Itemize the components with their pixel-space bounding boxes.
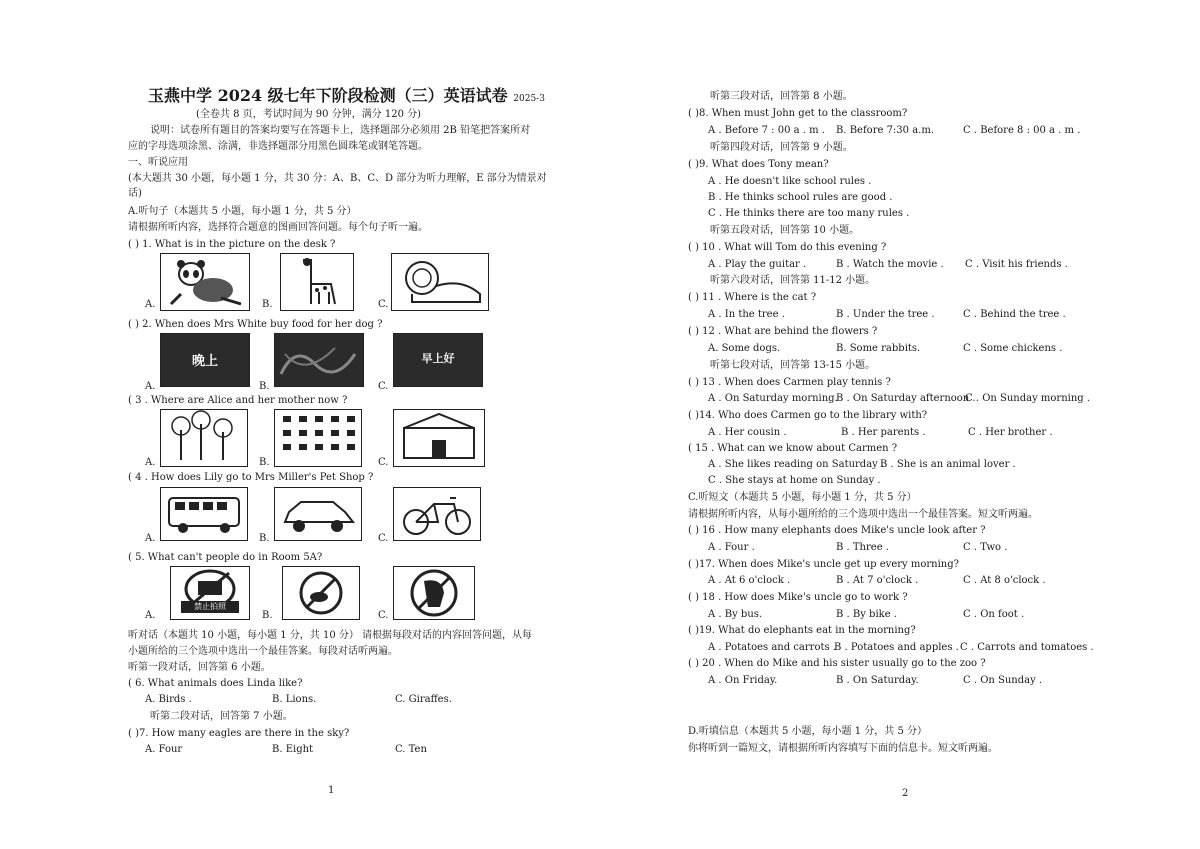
section-1-desc-1: (本大题共 30 小题，每小题 1 分，共 30 分：A、B、C、D 部分为听力理解，E 部分为情景对	[128, 173, 547, 184]
question-7: ( )7. How many eagles are there in the sky?	[128, 728, 350, 739]
q13-option-a: A . On Saturday morning.	[708, 393, 838, 404]
question-4: ( 4 . How does Lily go to Mrs Miller's Pet Shop ?	[128, 472, 374, 483]
instructions-line-2: 应的字母选项涂黑、涂满，非选择题部分用黑色圆珠笔或钢笔答题。	[128, 141, 428, 152]
q13-option-b: B . On Saturday afternoon .	[836, 393, 976, 404]
part-b-heading-2: 小题所给的三个选项中选出一个最佳答案。每段对话听两遍。	[128, 646, 398, 657]
bicycle-picture	[393, 487, 481, 541]
q11-option-b: B . Under the tree .	[836, 309, 935, 320]
part-d-heading: D.听填信息（本题共 5 小题，每小题 1 分，共 5 分）	[688, 726, 927, 737]
q4-option-a-label: A.	[145, 533, 156, 544]
q15-option-a: A . She likes reading on Saturday .	[708, 459, 885, 470]
part-c-heading: C.听短文（本题共 5 小题，每小题 1 分，共 5 分）	[688, 492, 917, 503]
question-13: ( ) 13 . When does Carmen play tennis ?	[688, 377, 891, 388]
question-6: ( 6. What animals does Linda like?	[128, 678, 303, 689]
q20-option-b: B . On Saturday.	[836, 675, 919, 686]
question-9: ( )9. What does Tony mean?	[688, 159, 829, 170]
q4-option-b-label: B.	[259, 533, 270, 544]
park-picture	[160, 409, 248, 467]
q19-option-b: B . Potatoes and apples .	[834, 642, 959, 653]
q5-option-c-label: C.	[378, 610, 389, 621]
question-14: ( )14. Who does Carmen go to the library with?	[688, 410, 928, 421]
dialog-6-heading: 听第六段对话，回答第 11-12 小题。	[710, 275, 876, 286]
q8-option-c: C . Before 8 : 00 a . m .	[963, 125, 1081, 136]
question-19: ( )19. What do elephants eat in the morning?	[688, 625, 916, 636]
q12-option-b: B. Some rabbits.	[836, 343, 921, 354]
dialog-7-heading: 听第七段对话，回答第 13-15 小题。	[710, 360, 876, 371]
q7-option-c: C. Ten	[395, 744, 427, 755]
q17-option-c: C . At 8 o'clock .	[963, 575, 1046, 586]
question-18: ( ) 18 . How does Mike's uncle go to work ?	[688, 592, 908, 603]
part-b-heading-1: 听对话（本题共 10 小题，每小题 1 分，共 10 分） 请根据每段对话的内容回答问题，从每	[128, 630, 533, 641]
morning-picture: 早上好	[393, 333, 483, 387]
q1-option-a-label: A.	[145, 299, 156, 310]
q12-option-a: A. Some dogs.	[708, 343, 781, 354]
supermarket-picture	[274, 409, 362, 467]
q13-option-c: C . On Sunday morning .	[965, 393, 1091, 404]
dialog-3-heading: 听第三段对话，回答第 8 小题。	[710, 91, 853, 102]
q14-option-c: C . Her brother .	[968, 427, 1053, 438]
q1-option-c-label: C.	[378, 299, 389, 310]
q15-option-c: C . She stays at home on Sunday .	[708, 475, 881, 486]
car-picture	[274, 487, 362, 541]
panda-picture	[160, 253, 250, 311]
page-number-2: 2	[902, 788, 909, 799]
noon-picture	[274, 333, 364, 387]
no-noise-sign	[393, 566, 475, 620]
q16-option-c: C . Two .	[963, 542, 1008, 553]
section-1-heading: 一、听说应用	[128, 157, 188, 168]
q9-option-a: A . He doesn't like school rules .	[708, 176, 872, 187]
q18-option-a: A . By bus.	[708, 609, 763, 620]
q8-option-a: A . Before 7 : 00 a . m .	[708, 125, 825, 136]
q3-option-c-label: C.	[378, 457, 389, 468]
q11-option-c: C . Behind the tree .	[963, 309, 1066, 320]
q20-option-a: A . On Friday.	[708, 675, 778, 686]
giraffe-picture	[280, 253, 354, 311]
no-food-sign	[282, 566, 360, 620]
question-10: ( ) 10 . What will Tom do this evening ?	[688, 242, 887, 253]
question-5: ( 5. What can't people do in Room 5A?	[128, 552, 323, 563]
exam-title: 玉燕中学 2024 级七年下阶段检测（三）英语试卷 2025-3	[148, 86, 545, 105]
q16-option-b: B . Three .	[836, 542, 889, 553]
q20-option-c: C . On Sunday .	[963, 675, 1043, 686]
question-8: ( )8. When must John get to the classroom?	[688, 108, 908, 119]
question-1: ( ) 1. What is in the picture on the desk ?	[128, 239, 336, 250]
part-b-dialog-2: 听第二段对话，回答第 7 小题。	[150, 711, 293, 722]
part-a-instructions: 请根据所听内容，选择符合题意的图画回答问题。每个句子听一遍。	[128, 222, 428, 233]
q9-option-b: B . He thinks school rules are good .	[708, 192, 893, 203]
q12-option-c: C . Some chickens .	[963, 343, 1063, 354]
q3-option-b-label: B.	[259, 457, 270, 468]
q11-option-a: A . In the tree .	[708, 309, 785, 320]
q8-option-b: B. Before 7:30 a.m.	[836, 125, 935, 136]
part-c-instructions: 请根据所听内容，从每小题所给的三个选项中选出一个最佳答案。短文听两遍。	[688, 509, 1038, 520]
q6-option-a: A. Birds .	[145, 694, 192, 705]
q3-option-a-label: A.	[145, 457, 156, 468]
q4-option-c-label: C.	[378, 533, 389, 544]
page-2	[600, 0, 1200, 849]
section-1-desc-2: 话)	[128, 188, 142, 199]
question-17: ( )17. When does Mike's uncle get up every morning?	[688, 559, 959, 570]
q10-option-a: A . Play the guitar .	[708, 259, 807, 270]
page-number-1: 1	[328, 785, 335, 796]
building-picture	[393, 409, 485, 467]
dialog-4-heading: 听第四段对话，回答第 9 小题。	[710, 142, 853, 153]
dialog-5-heading: 听第五段对话，回答第 10 小题。	[710, 225, 860, 236]
q14-option-b: B . Her parents .	[841, 427, 926, 438]
q19-option-a: A . Potatoes and carrots .	[708, 642, 836, 653]
part-b-dialog-1: 听第一段对话，回答第 6 小题。	[128, 662, 271, 673]
q1-option-b-label: B.	[262, 299, 273, 310]
q14-option-a: A . Her cousin .	[708, 427, 787, 438]
q16-option-a: A . Four .	[708, 542, 755, 553]
question-16: ( ) 16 . How many elephants does Mike's uncle look after ?	[688, 525, 986, 536]
q10-option-c: C . Visit his friends .	[965, 259, 1068, 270]
question-12: ( ) 12 . What are behind the flowers ?	[688, 326, 878, 337]
part-a-heading: A.听句子（本题共 5 小题，每小题 1 分，共 5 分）	[128, 206, 357, 217]
q6-option-b: B. Lions.	[272, 694, 317, 705]
q9-option-c: C . He thinks there are too many rules .	[708, 208, 910, 219]
q10-option-b: B . Watch the movie .	[836, 259, 944, 270]
q18-option-c: C . On foot .	[963, 609, 1025, 620]
q2-option-c-label: C.	[378, 381, 389, 392]
question-2: ( ) 2. When does Mrs White buy food for her dog ?	[128, 319, 383, 330]
no-camera-sign: 禁止拍照	[170, 566, 250, 620]
question-11: ( ) 11 . Where is the cat ?	[688, 292, 817, 303]
q5-option-a-label: A.	[145, 610, 156, 621]
q17-option-b: B . At 7 o'clock .	[836, 575, 919, 586]
question-20: ( ) 20 . When do Mike and his sister usually go to the zoo ?	[688, 658, 986, 669]
q17-option-a: A . At 6 o'clock .	[708, 575, 791, 586]
lion-picture	[391, 253, 489, 311]
night-picture: 晚上	[160, 333, 250, 387]
question-3: ( 3 . Where are Alice and her mother now ?	[128, 395, 348, 406]
q19-option-c: C . Carrots and tomatoes .	[960, 642, 1094, 653]
exam-date: 2025-3	[513, 94, 545, 104]
part-d-instructions: 你将听到一篇短文，请根据所听内容填写下面的信息卡。短文听两遍。	[688, 743, 998, 754]
q18-option-b: B . By bike .	[836, 609, 897, 620]
q5-option-b-label: B.	[262, 610, 273, 621]
exam-subtitle: (全卷共 8 页，考试时间为 90 分钟，满分 120 分)	[196, 109, 422, 120]
question-15: ( 15 . What can we know about Carmen ?	[688, 443, 898, 454]
q6-option-c: C. Giraffes.	[395, 694, 452, 705]
q7-option-a: A. Four	[145, 744, 183, 755]
q15-option-b: B . She is an animal lover .	[880, 459, 1016, 470]
bus-picture	[160, 487, 248, 541]
q2-option-a-label: A.	[145, 381, 156, 392]
q2-option-b-label: B.	[259, 381, 270, 392]
q7-option-b: B. Eight	[272, 744, 314, 755]
instructions-line-1: 说明：试卷所有题目的答案均要写在答题卡上，选择题部分必须用 2B 铅笔把答案所对	[150, 125, 531, 136]
